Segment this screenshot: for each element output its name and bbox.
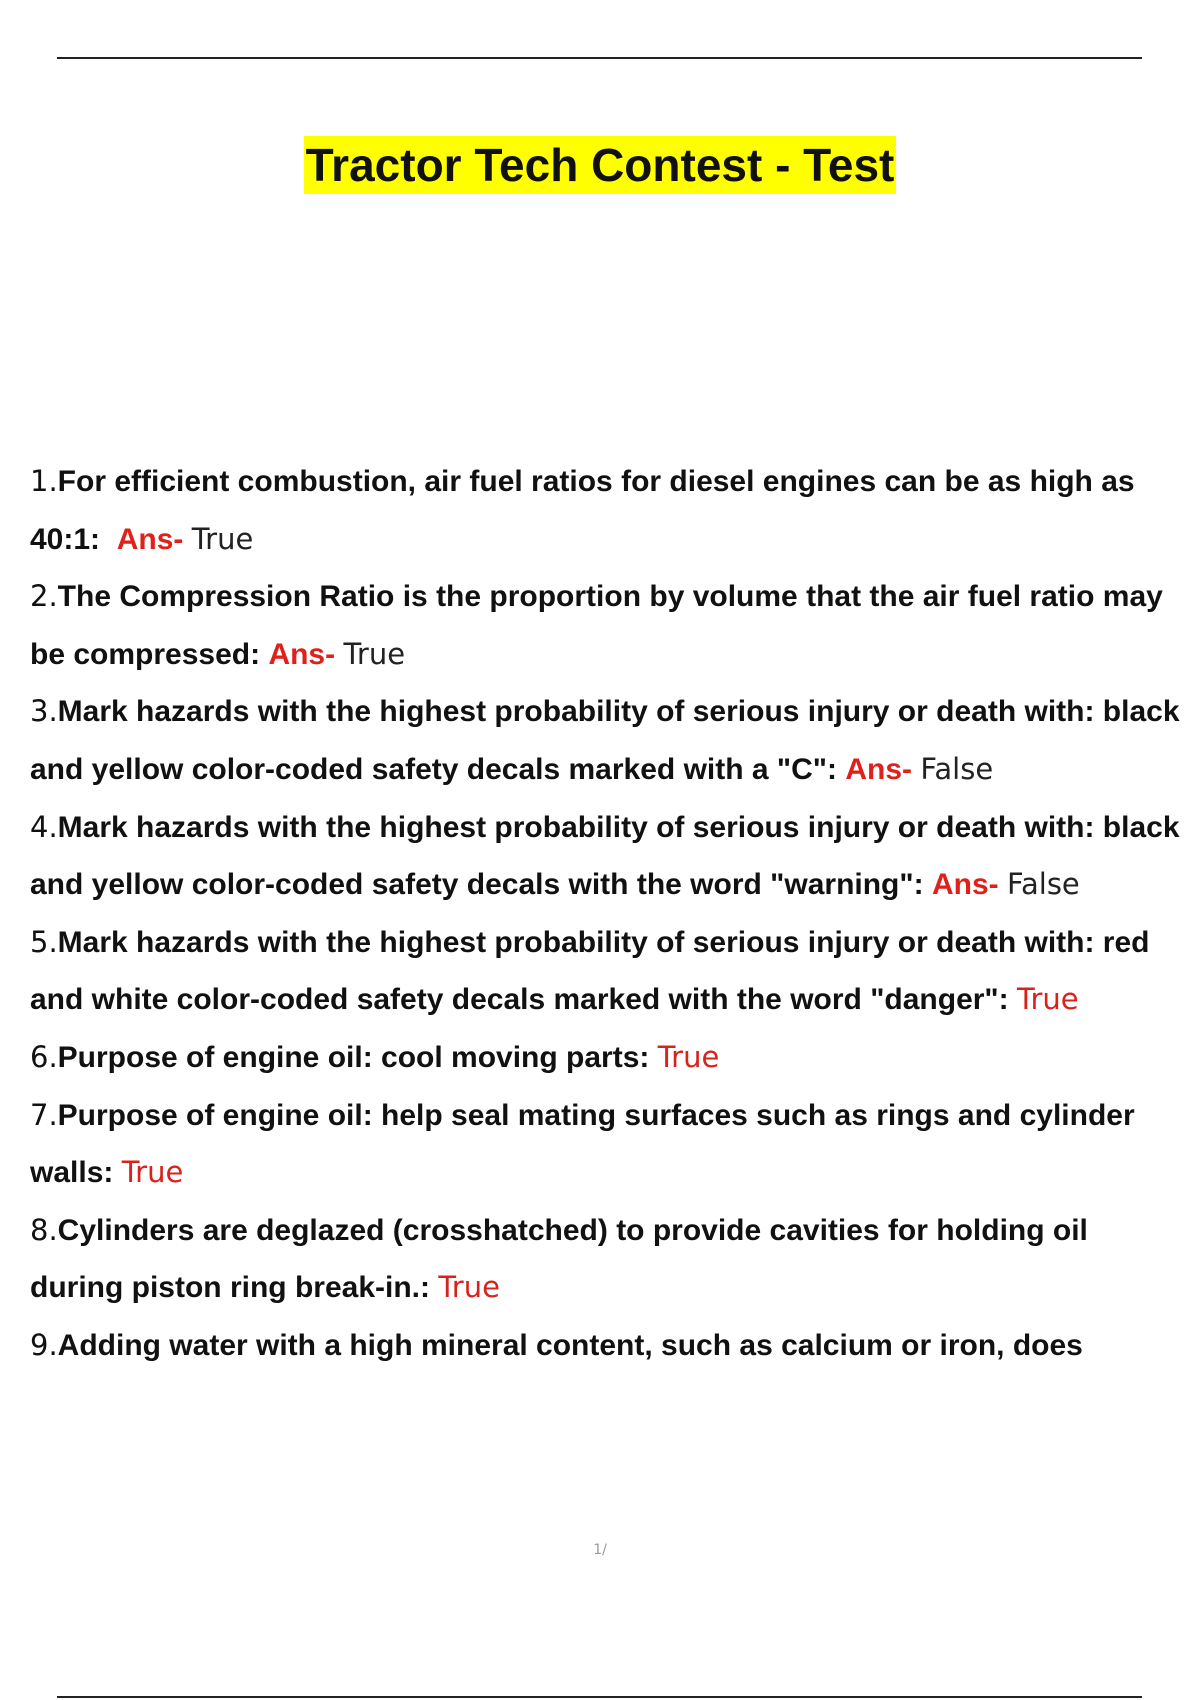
answer-label: Ans- xyxy=(931,868,999,902)
question-item xyxy=(30,1087,1180,1202)
question-list xyxy=(30,453,1180,1375)
question-item xyxy=(30,453,1180,568)
question-text: Cylinders are deglazed (crosshatched) to provide cavities for holding oil during piston ring break-in.: xyxy=(30,1213,1088,1305)
question-text: For efficient combustion, air fuel ratios for diesel engines can be as high as 40:1: xyxy=(30,465,1135,556)
answer-label: Ans- xyxy=(116,522,184,556)
answer-value: True xyxy=(191,521,254,556)
question-item xyxy=(30,568,1180,683)
question-item xyxy=(30,799,1180,914)
question-text: Purpose of engine oil: cool moving parts: xyxy=(57,1040,650,1074)
bottom-rule xyxy=(57,1696,1142,1698)
question-item xyxy=(30,1317,1180,1375)
question-item xyxy=(30,1029,1180,1087)
answer-value: False xyxy=(1006,867,1080,902)
answer-label: Ans- xyxy=(268,637,336,671)
question-text: Purpose of engine oil: help seal mating surfaces such as rings and cylinder walls: xyxy=(30,1098,1135,1190)
answer-value: False xyxy=(920,751,994,786)
top-rule xyxy=(57,57,1142,59)
page-number: 1/ xyxy=(593,1542,607,1558)
question-text: The Compression Ratio is the proportion by volume that the air fuel ratio may be compressed: xyxy=(30,580,1163,671)
question-number: 8. xyxy=(30,1212,58,1247)
document-title: Tractor Tech Contest - Test xyxy=(304,136,897,194)
answer-value: True xyxy=(343,636,406,671)
question-number: 2. xyxy=(30,579,58,614)
question-item xyxy=(30,914,1180,1029)
question-item xyxy=(30,1202,1180,1317)
question-text: Adding water with a high mineral content, such as calcium or iron, does xyxy=(57,1328,1083,1362)
answer-value: True xyxy=(657,1039,720,1074)
question-text: Mark hazards with the highest probability of serious injury or death with: black and yellow color-coded safety decals marked with a "C": xyxy=(30,695,1180,786)
question-number: 4. xyxy=(30,809,58,844)
question-text: Mark hazards with the highest probability of serious injury or death with: black and yellow color-coded safety decals with the word "warning": xyxy=(30,810,1180,902)
question-number: 3. xyxy=(30,694,58,729)
title-wrap xyxy=(0,136,1200,194)
question-number: 9. xyxy=(30,1327,58,1362)
answer-value: True xyxy=(438,1270,500,1305)
question-item xyxy=(30,683,1180,798)
question-text: Mark hazards with the highest probability of serious injury or death with: red and white color-coded safety decals marked with the word "danger": xyxy=(30,925,1150,1017)
question-number: 7. xyxy=(30,1097,58,1132)
question-number: 1. xyxy=(30,464,58,498)
question-number: 5. xyxy=(30,924,58,959)
answer-value: True xyxy=(121,1155,184,1190)
answer-label: Ans- xyxy=(845,752,913,786)
question-number: 6. xyxy=(30,1039,58,1074)
answer-value: True xyxy=(1017,982,1079,1017)
